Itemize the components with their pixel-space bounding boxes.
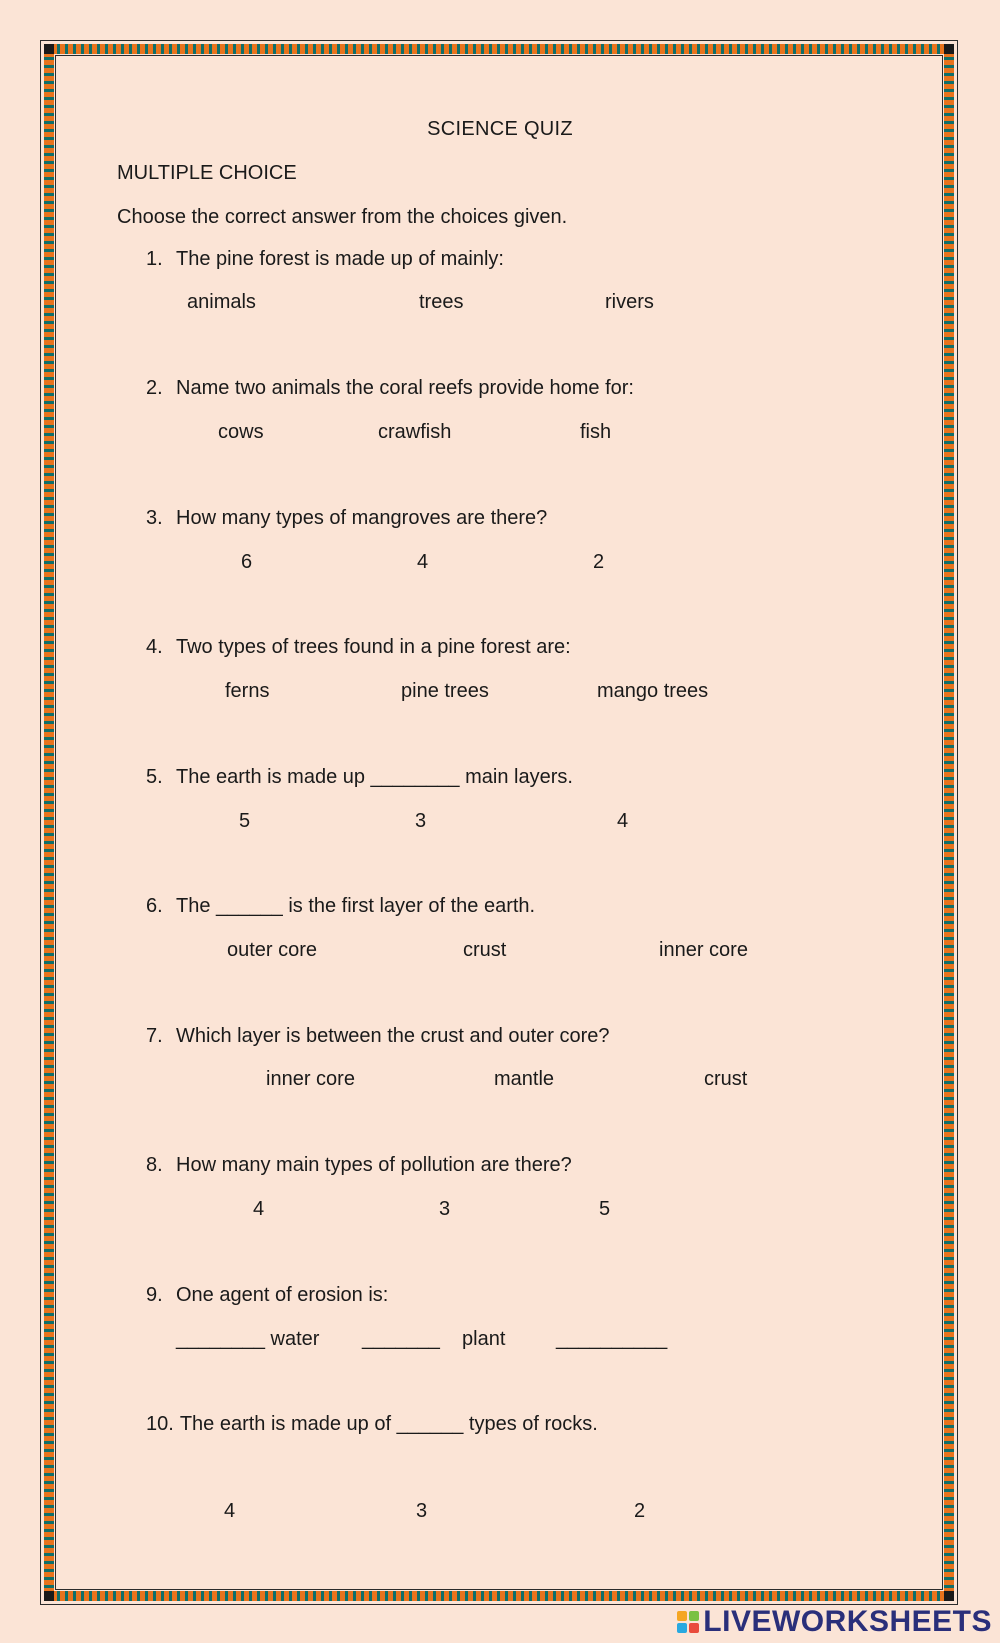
question-number: 2.: [146, 377, 163, 399]
liveworksheets-logo-icon: [677, 1611, 699, 1633]
q5-option-1[interactable]: 5: [239, 810, 251, 832]
question-number: 10.: [146, 1413, 174, 1435]
q7-option-3[interactable]: crust: [704, 1068, 748, 1090]
question-number: 9.: [146, 1284, 163, 1306]
q9-option-4[interactable]: __________: [556, 1328, 668, 1350]
question-text: One agent of erosion is:: [176, 1284, 389, 1306]
section-heading: MULTIPLE CHOICE: [117, 162, 297, 184]
q9-option-2[interactable]: _______: [362, 1328, 440, 1350]
q7-option-2[interactable]: mantle: [494, 1068, 555, 1090]
q3-option-3[interactable]: 2: [593, 551, 605, 573]
question-number: 8.: [146, 1154, 163, 1176]
question-number: 7.: [146, 1025, 163, 1047]
question-text: How many types of mangroves are there?: [176, 507, 548, 529]
question-text: The earth is made up of ______ types of rocks.: [179, 1413, 598, 1435]
question-2: [146, 377, 634, 400]
question-text: Which layer is between the crust and outer core?: [176, 1025, 610, 1047]
q6-option-2[interactable]: crust: [463, 939, 507, 961]
q4-option-1[interactable]: ferns: [225, 680, 270, 702]
q10-option-1[interactable]: 4: [224, 1500, 236, 1522]
quiz-title: SCIENCE QUIZ: [427, 118, 573, 140]
question-10: [146, 1413, 598, 1436]
question-text: Name two animals the coral reefs provide home for:: [176, 377, 634, 399]
question-1: [146, 248, 504, 271]
q6-option-3[interactable]: inner core: [659, 939, 748, 961]
q9-option-1[interactable]: ________ water: [176, 1328, 320, 1350]
q8-option-3[interactable]: 5: [599, 1198, 611, 1220]
question-text: The pine forest is made up of mainly:: [176, 248, 504, 270]
q6-option-1[interactable]: outer core: [227, 939, 318, 961]
question-7: [146, 1025, 610, 1048]
q2-option-1[interactable]: cows: [218, 421, 264, 443]
question-5: [146, 766, 573, 789]
q2-option-3[interactable]: fish: [580, 421, 612, 443]
q3-option-1[interactable]: 6: [241, 551, 253, 573]
q3-option-2[interactable]: 4: [417, 551, 429, 573]
question-text: The earth is made up ________ main layers.: [176, 766, 573, 788]
question-9: [146, 1284, 388, 1307]
q10-option-2[interactable]: 3: [416, 1500, 428, 1522]
q1-option-2[interactable]: trees: [419, 291, 464, 313]
q5-option-3[interactable]: 4: [617, 810, 629, 832]
q1-option-1[interactable]: animals: [187, 291, 256, 313]
q7-option-1[interactable]: inner core: [266, 1068, 355, 1090]
question-8: [146, 1154, 572, 1177]
q8-option-1[interactable]: 4: [253, 1198, 265, 1220]
question-text: How many main types of pollution are there?: [176, 1154, 572, 1176]
watermark-text: LIVEWORKSHEETS: [703, 1605, 992, 1638]
question-number: 6.: [146, 895, 163, 917]
question-number: 4.: [146, 636, 163, 658]
question-number: 1.: [146, 248, 163, 270]
question-3: [146, 507, 547, 530]
instructions: Choose the correct answer from the choices given.: [117, 206, 568, 228]
q4-option-3[interactable]: mango trees: [597, 680, 709, 702]
question-text: Two types of trees found in a pine forest are:: [176, 636, 571, 658]
question-number: 3.: [146, 507, 163, 529]
question-4: [146, 636, 571, 659]
question-number: 5.: [146, 766, 163, 788]
question-text: The ______ is the first layer of the earth.: [176, 895, 536, 917]
question-6: [146, 895, 535, 918]
q4-option-2[interactable]: pine trees: [401, 680, 489, 702]
q2-option-2[interactable]: crawfish: [378, 421, 452, 443]
q1-option-3[interactable]: rivers: [605, 291, 654, 313]
q8-option-2[interactable]: 3: [439, 1198, 451, 1220]
q10-option-3[interactable]: 2: [634, 1500, 646, 1522]
liveworksheets-watermark: [677, 1605, 992, 1639]
q5-option-2[interactable]: 3: [415, 810, 427, 832]
q9-option-3[interactable]: plant: [462, 1328, 506, 1350]
